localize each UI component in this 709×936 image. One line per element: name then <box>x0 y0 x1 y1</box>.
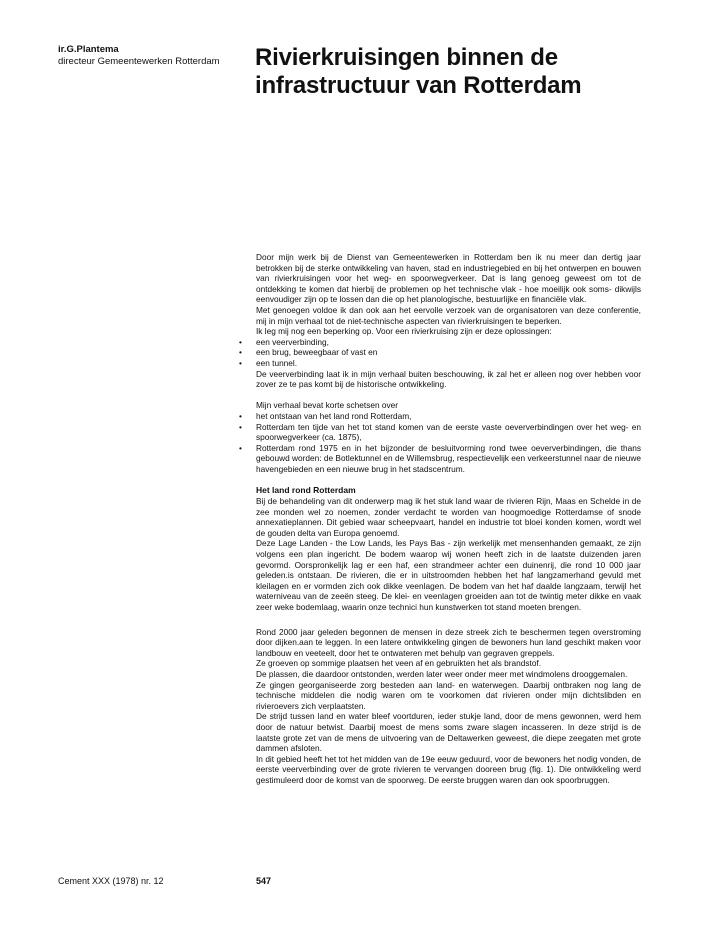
list-item: • het ontstaan van het land rond Rotterdam, <box>256 411 641 422</box>
author-block <box>58 44 238 68</box>
page-number: 547 <box>256 876 272 886</box>
article-title <box>255 44 675 100</box>
section-heading: Het land rond Rotterdam <box>256 485 356 496</box>
intro-paragraph: Door mijn werk bij de Dienst van Gemeentewerken in Rotterdam ben ik nu meer dan dertig jaar betrokken bij de sterke ontwikkeling van haven, stad en industriegebied en bij het ontwerpen en bouwen van rivierkruisingen voor het weg- en spoorwegverkeer. Dat is lang genoeg geweest om tot de ontdekking te komen dat hierbij de problemen op het technische vlak - hoe moeilijk ook soms- dikwijls eenvoudiger zijn op te lossen dan die op het planologische, bestuurlijke en financiële vlak. <box>256 252 641 305</box>
list-item: • Rotterdam rond 1975 en in het bijzonder de besluitvorming rond twee oeververbindingen, die thans gebouwd worden: de Botlektunnel en de Willemsbrug, respectievelijk een verkeerstunnel naar de nieuwe havengebieden en een nieuwe brug in het stadscentrum. <box>256 443 641 475</box>
intro-paragraph: Met genoegen voldoe ik dan ook aan het eervolle verzoek van de organisatoren van deze conferentie, mij in mijn verhaal tot de niet-technische aspecten van rivierkruisingen te beperken. <box>256 304 641 326</box>
article-body <box>256 252 641 786</box>
title-line-2: infrastructuur van Rotterdam <box>255 72 582 99</box>
paragraph: De plassen, die daardoor ontstonden, werden later weer onder meer met windmolens drooggemalen. <box>256 668 628 679</box>
intro-paragraph: Ik leg mij nog een beperking op. Voor een rivierkruising zijn er deze oplossingen: <box>256 326 552 337</box>
paragraph: In dit gebied heeft het tot het midden van de 19e eeuw geduurd, voor de bewoners het nodig vonden, de eerste veerverbinding over de grote rivieren te vervangen dooreen brug (fig. 1). Die ontwikkeling werd gestimuleerd door de komst van de spoorweg. De eerste bruggen waren dan ook spoorbruggen. <box>256 753 641 785</box>
options-list <box>256 337 641 369</box>
paragraph: Deze Lage Landen - the Low Lands, les Pays Bas - zijn werkelijk met mensenhanden gemaakt, ze zijn volgens een plan ingericht. De bodem waarop wij wonen heeft zich in de laatste duizenden jaren gevormd. Oorspronkelijk lag er een haf, een strandmeer achter een duinenrij, die rond 10 000 jaar geleden.is ontstaan. De rivieren, die er in uitstroomden hebben het haf langzamerhand gevuld met kleilagen en er vormden zich ook dikke veenlagen. De bodem van het haf daalde langzaam, terwijl het waterniveau van de zeeën steeg. De klei- en veenlagen groeiden aan tot de twintig meter dikke en vaak zeer weke bodemlaag, waarin onze technici hun kunstwerken tot stand moeten brengen. <box>256 538 641 612</box>
journal-reference: Cement XXX (1978) nr. 12 <box>58 876 164 886</box>
list-item: • een tunnel. <box>256 358 641 369</box>
list-item: • een brug, beweegbaar of vast en <box>256 347 641 358</box>
paragraph: Ze gingen georganiseerde zorg besteden aan land- en waterwegen. Daarbij ontbraken nog lang de technische middelen die nodig waren om te voorkomen dat rivieren onder mijn dichtslibden en rivieroevers zich verplaatsten. <box>256 679 641 711</box>
author-role: directeur Gemeentewerken Rotterdam <box>58 56 220 67</box>
paragraph: De veerverbinding laat ik in mijn verhaal buiten beschouwing, ik zal het er alleen nog over hebben voor zover ze te pas komt bij de historische ontwikkeling. <box>256 368 641 390</box>
list-item: • Rotterdam ten tijde van het tot stand komen van de eerste vaste oeververbindingen over het weg- en spoorwegverkeer (ca. 1875), <box>256 422 641 443</box>
paragraph: Mijn verhaal bevat korte schetsen over <box>256 400 399 411</box>
list-item: • een veerverbinding, <box>256 337 641 348</box>
paragraph: Bij de behandeling van dit onderwerp mag ik het stuk land waar de rivieren Rijn, Maas en Schelde in de zee monden wel zo noemen, zonder verdacht te worden van hoogmoedige Rotterdamse of snode annexatieplannen. Dit gebied waar scheepvaart, handel en industrie tot bloei konden komen, wordt wel de gouden delta van Europa genoemd. <box>256 496 641 538</box>
sketches-list <box>256 411 641 475</box>
author-name: ir.G.Plantema <box>58 44 119 55</box>
paragraph: Ze groeven op sommige plaatsen het veen af en gebruikten het als brandstof. <box>256 658 542 669</box>
paragraph: Rond 2000 jaar geleden begonnen de mensen in deze streek zich te beschermen tegen overstroming door dijken.aan te leggen. In een latere ontwikkeling gingen de bewoners hun land geschikt maken voor landbouw en veeteelt, door het te ontwateren met behulp van gegraven greppels. <box>256 626 641 658</box>
title-line-1: Rivierkruisingen binnen de <box>255 44 558 71</box>
paragraph: De strijd tussen land en water bleef voortduren, ieder stukje land, door de mens gewonnen, werd hem door de natuur betwist. Daarbij moest de mens soms zware slagen incasseren. In deze strijd is de laatste grote zet van de mens de uitvoering van de Deltawerken geweest, die diepe zeegaten met grote dammen afsloten. <box>256 711 641 754</box>
